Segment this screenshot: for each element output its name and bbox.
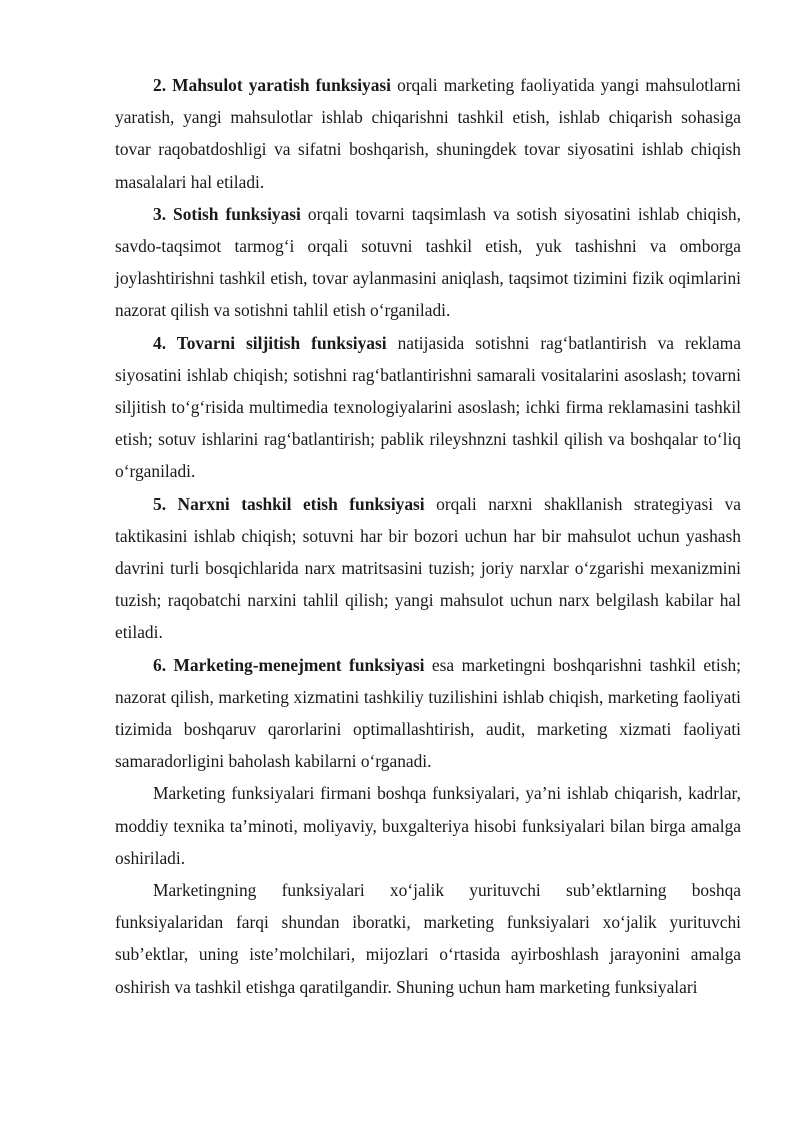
paragraph-body: Marketingning funksiyalari xo‘jalik yurituvchi sub’ektlarning boshqa funksiyalaridan farqi shundan iboratki, marketing funksiyalari xo‘jalik yurituvchi sub’ektlar, uning iste’molchilari, mijozlari o‘rtasida ayirboshlash jarayonini amalga oshirish va tashkil etishga qaratilgandir. Shuning uchun ham marketing funksiyalari <box>115 880 741 997</box>
paragraph-heading: 6. Marketing-menejment funksiyasi <box>153 654 425 675</box>
document-page <box>115 69 741 1003</box>
paragraph-body: orqali tovarni taqsimlash va sotish siyosatini ishlab chiqish, savdo-taqsimot tarmog‘i orqali sotuvni tashkil etish, yuk tashishni va omborga joylashtirishni tashkil etish, tovar aylanmasini aniqlash, taqsimot tizimini fizik oqimlarini nazorat qilish va sotishni tahlil etish o‘rganiladi. <box>115 203 741 321</box>
paragraph-product-creation-function <box>115 69 741 198</box>
paragraph-heading: 3. Sotish funksiyasi <box>153 203 301 224</box>
paragraph-body: esa marketingni boshqarishni tashkil etish; nazorat qilish, marketing xizmatini tashkiliy tuzilishini ishlab chiqish, marketing faoliyati tizimida boshqaruv qarorlarini optimallashtirish, audit, marketing xizmati faoliyati samaradorligini baholash kabilarni o‘rganadi. <box>115 654 741 772</box>
paragraph-marketing-functions-difference <box>115 874 741 1003</box>
paragraph-body: natijasida sotishni rag‘batlantirish va reklama siyosatini ishlab chiqish; sotishni rag‘batlantirishni samarali vositalarini asoslash; tovarni siljitish to‘g‘risida multimedia texnologiyalarini asoslash; ichki firma reklamasini tashkil etish; sotuv ishlarini rag‘batlantirish; pablik rileyshnzni tashkil qilish va boshqalar to‘liq o‘rganiladi. <box>115 332 741 482</box>
paragraph-marketing-functions-integration <box>115 777 741 874</box>
paragraph-promotion-function <box>115 327 741 488</box>
paragraph-heading: 2. Mahsulot yaratish funksiyasi <box>153 75 392 95</box>
paragraph-heading: 5. Narxni tashkil etish funksiyasi <box>153 493 425 514</box>
paragraph-body: orqali narxni shakllanish strategiyasi va taktikasini ishlab chiqish; sotuvni har bir bozori uchun har bir mahsulot uchun yashash davrini turli bosqichlarida narx matritsasini tuzish; joriy narxlar o‘zgarishi mexanizmini tuzish; raqobatchi narxini tahlil qilish; yangi mahsulot uchun narx belgilash kabilar hal etiladi. <box>115 493 741 643</box>
paragraph-marketing-management-function <box>115 649 741 778</box>
paragraph-body: orqali marketing faoliyatida yangi mahsulotlarni yaratish, yangi mahsulotlar ishlab chiqarishni tashkil etish, ishlab chiqarish sohasiga tovar raqobatdoshligi va sifatni boshqarish, shuningdek tovar siyosatini ishlab chiqish masalalari hal etiladi. <box>115 75 741 192</box>
paragraph-body: Marketing funksiyalari firmani boshqa funksiyalari, ya’ni ishlab chiqarish, kadrlar, moddiy texnika ta’minoti, moliyaviy, buxgalteriya hisobi funksiyalari bilan birga amalga oshiriladi. <box>115 783 741 868</box>
paragraph-pricing-function <box>115 488 741 649</box>
paragraph-heading: 4. Tovarni siljitish funksiyasi <box>153 332 387 353</box>
paragraph-sales-function <box>115 198 741 327</box>
